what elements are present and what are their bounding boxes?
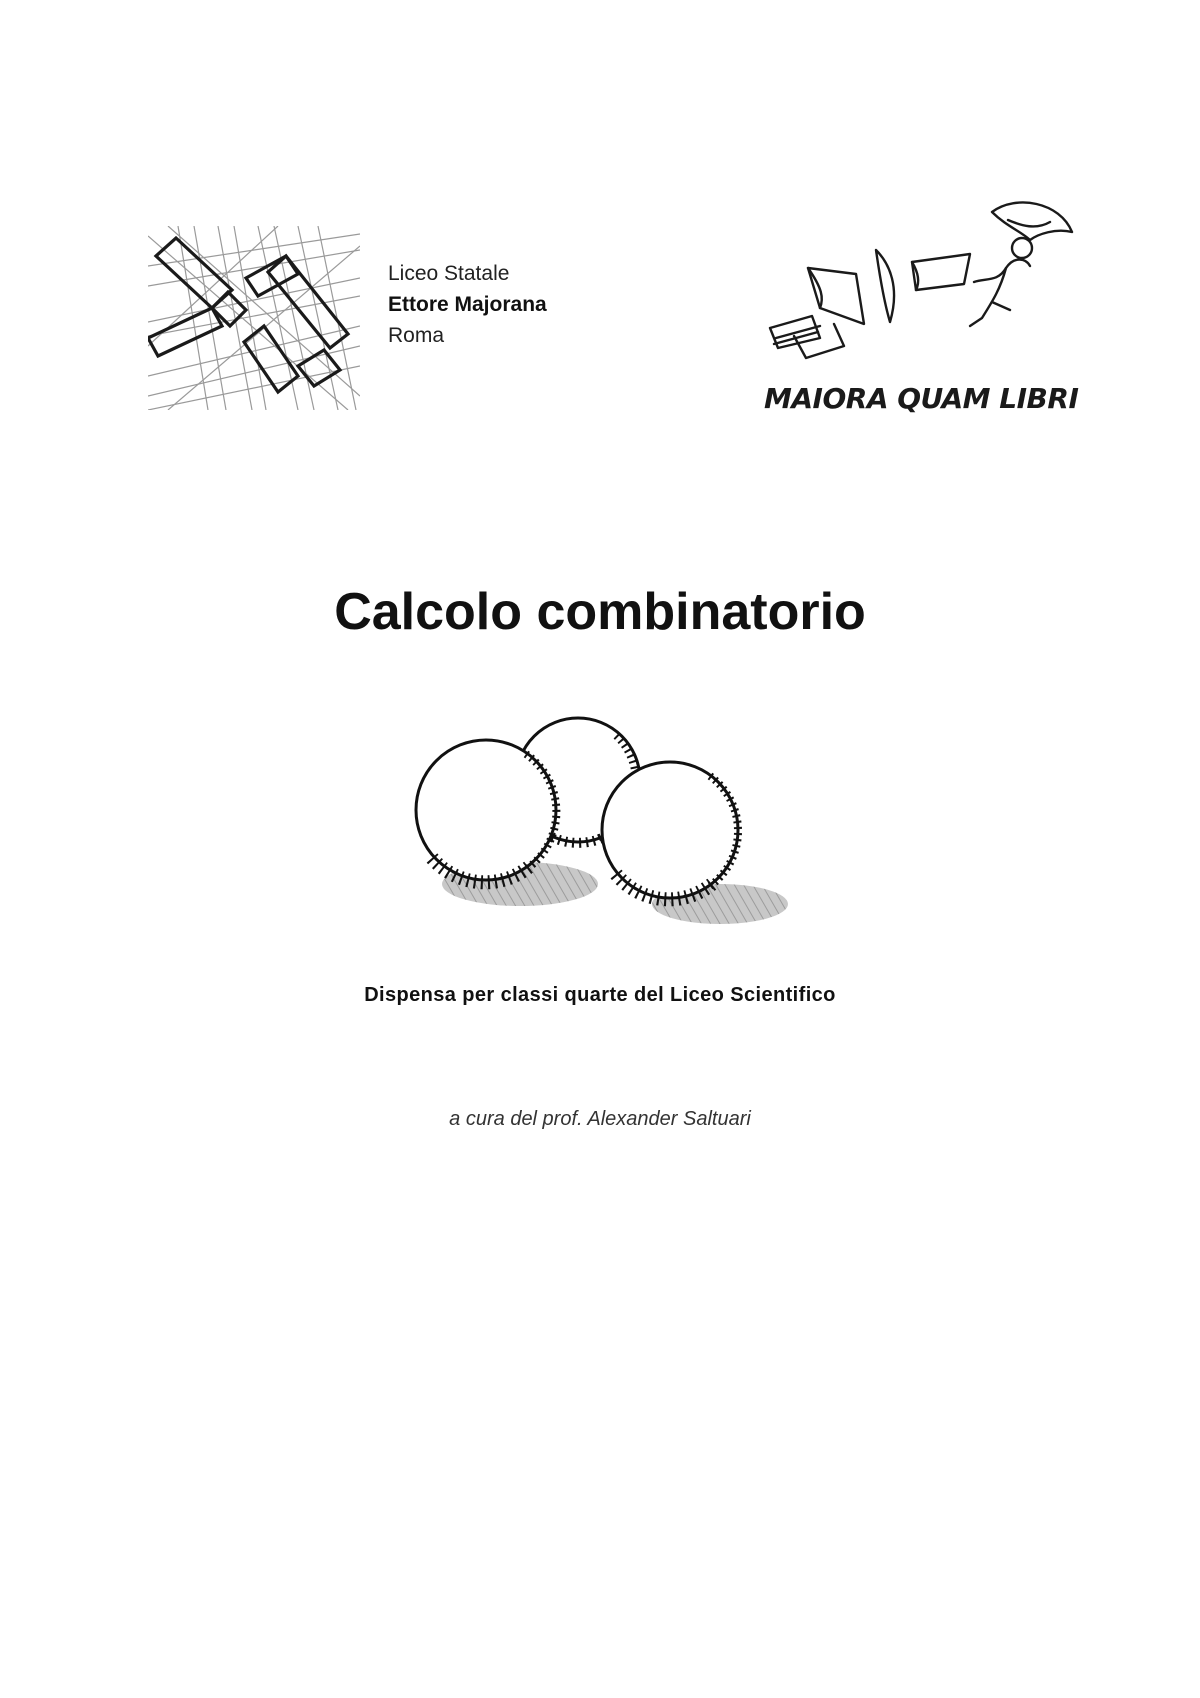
motto-text: MAIORA QUAM LIBRI (764, 382, 1079, 415)
document-subtitle: Dispensa per classi quarte del Liceo Scientifico (364, 984, 836, 1006)
school-city: Roma (388, 324, 445, 347)
school-type: Liceo Statale (388, 262, 510, 285)
school-name: Ettore Majorana (388, 293, 547, 316)
flying-books-icon (760, 198, 1090, 428)
school-name-block (388, 258, 547, 351)
document-author: a cura del prof. Alexander Saltuari (449, 1108, 751, 1130)
document-title: Calcolo combinatorio (334, 583, 866, 641)
school-logo-icon (148, 226, 360, 410)
three-spheres-icon (410, 708, 800, 934)
